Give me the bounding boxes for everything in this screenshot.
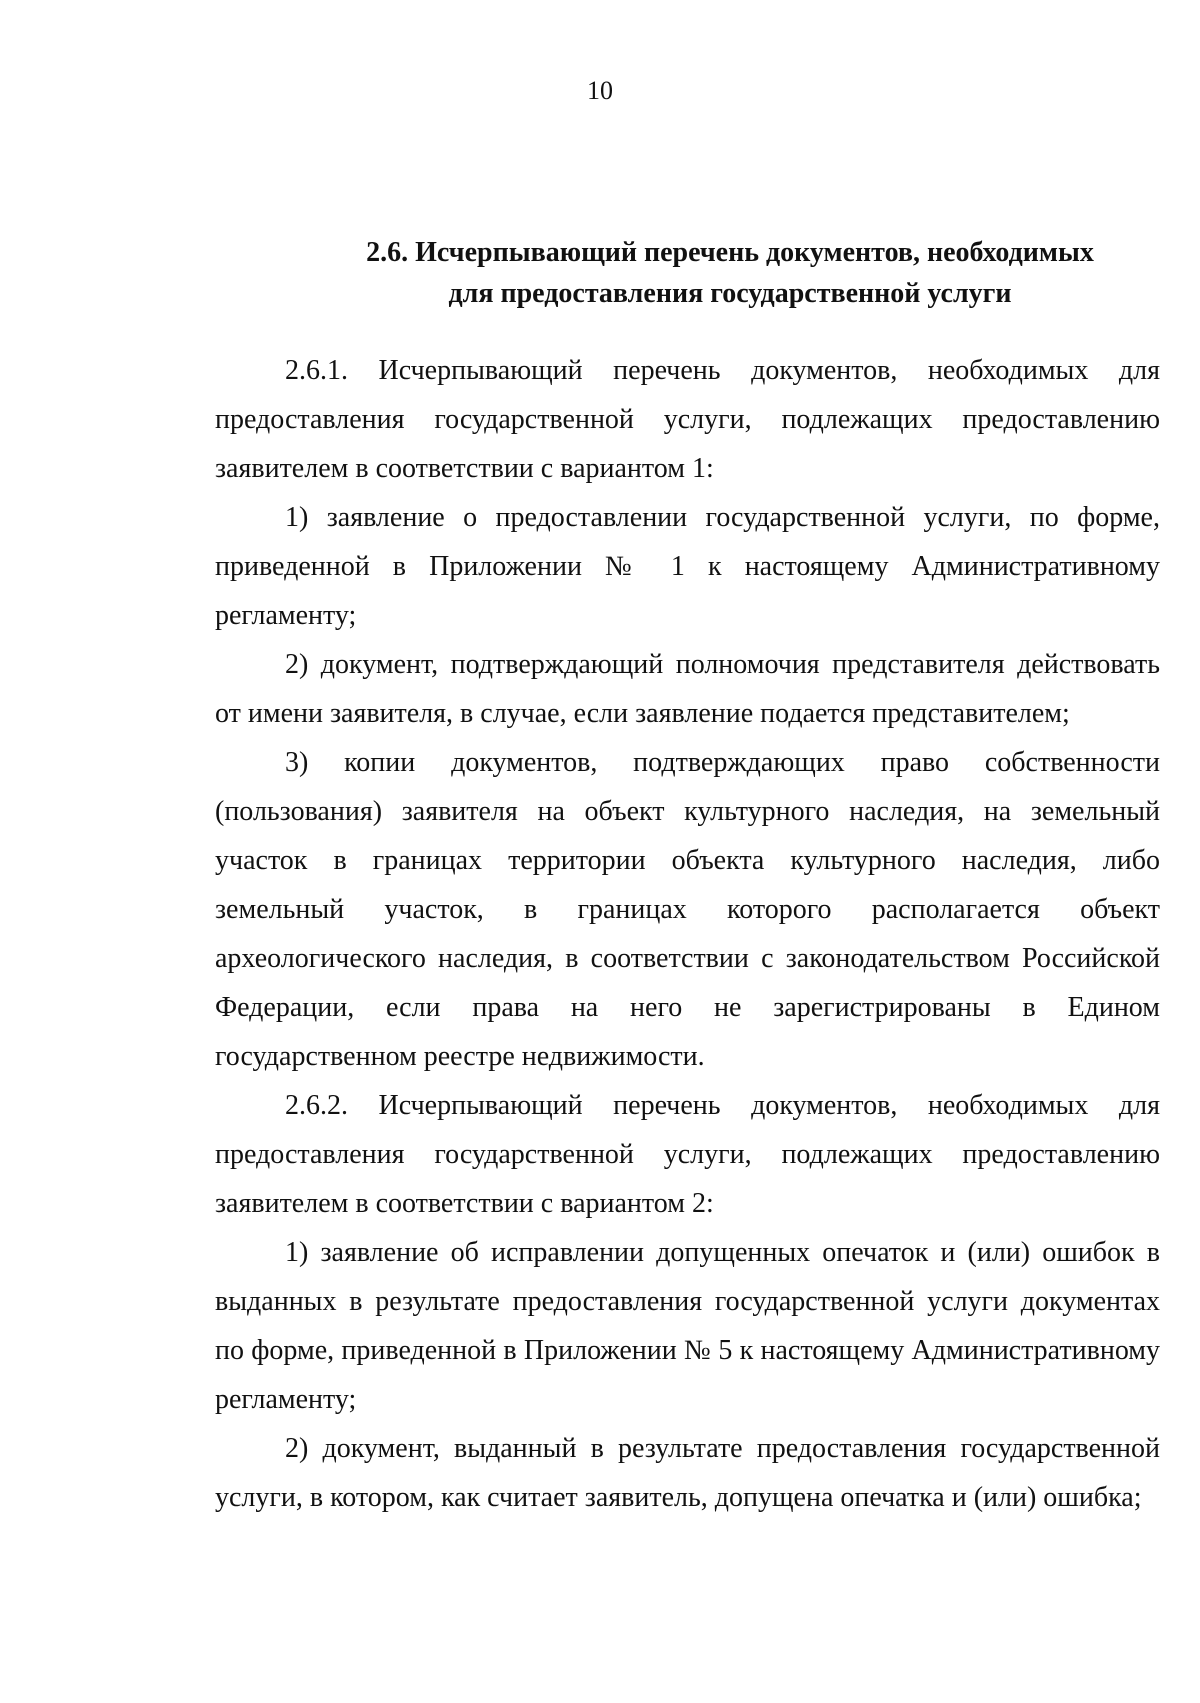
list-item-1-correction-application: 1) заявление об исправлении допущенных опечаток и (или) ошибок в выданных в результате предоставления государственной услуги документах по форме, приведенной в Приложении № 5 к настоящему Административному регламенту; <box>215 1237 1160 1415</box>
section-heading-line-1: 2.6. Исчерпывающий перечень документов, необходимых <box>366 237 1094 268</box>
section-heading <box>330 232 1130 314</box>
list-item-3-ownership-copies: 3) копии документов, подтверждающих право собственности (пользования) заявителя на объект культурного наследия, на земельный участок в границах территории объекта культурного наследия, либо земельный участок, в границах которого располагается объект археологического наследия, в соответствии с законодательством Российской Федерации, если права на него не зарегистрированы в Едином государственном реестре недвижимости. <box>215 747 1160 1072</box>
list-item-1-application: 1) заявление о предоставлении государственной услуги, по форме, приведенной в Приложении № 1 к настоящему Административному регламенту; <box>215 502 1160 631</box>
list-item-2-authority-document: 2) документ, подтверждающий полномочия представителя действовать от имени заявителя, в случае, если заявление подается представителем; <box>215 649 1160 729</box>
paragraph-2-6-2: 2.6.2. Исчерпывающий перечень документов, необходимых для предоставления государственной услуги, подлежащих предоставлению заявителем в соответствии с вариантом 2: <box>215 1090 1160 1219</box>
page-number: 10 <box>587 76 613 105</box>
document-body <box>215 346 1160 1522</box>
list-item-2-issued-document: 2) документ, выданный в результате предоставления государственной услуги, в котором, как считает заявитель, допущена опечатка и (или) ошибка; <box>215 1433 1160 1513</box>
paragraph-2-6-1: 2.6.1. Исчерпывающий перечень документов, необходимых для предоставления государственной услуги, подлежащих предоставлению заявителем в соответствии с вариантом 1: <box>215 355 1160 484</box>
section-heading-line-2: для предоставления государственной услуги <box>448 278 1012 309</box>
